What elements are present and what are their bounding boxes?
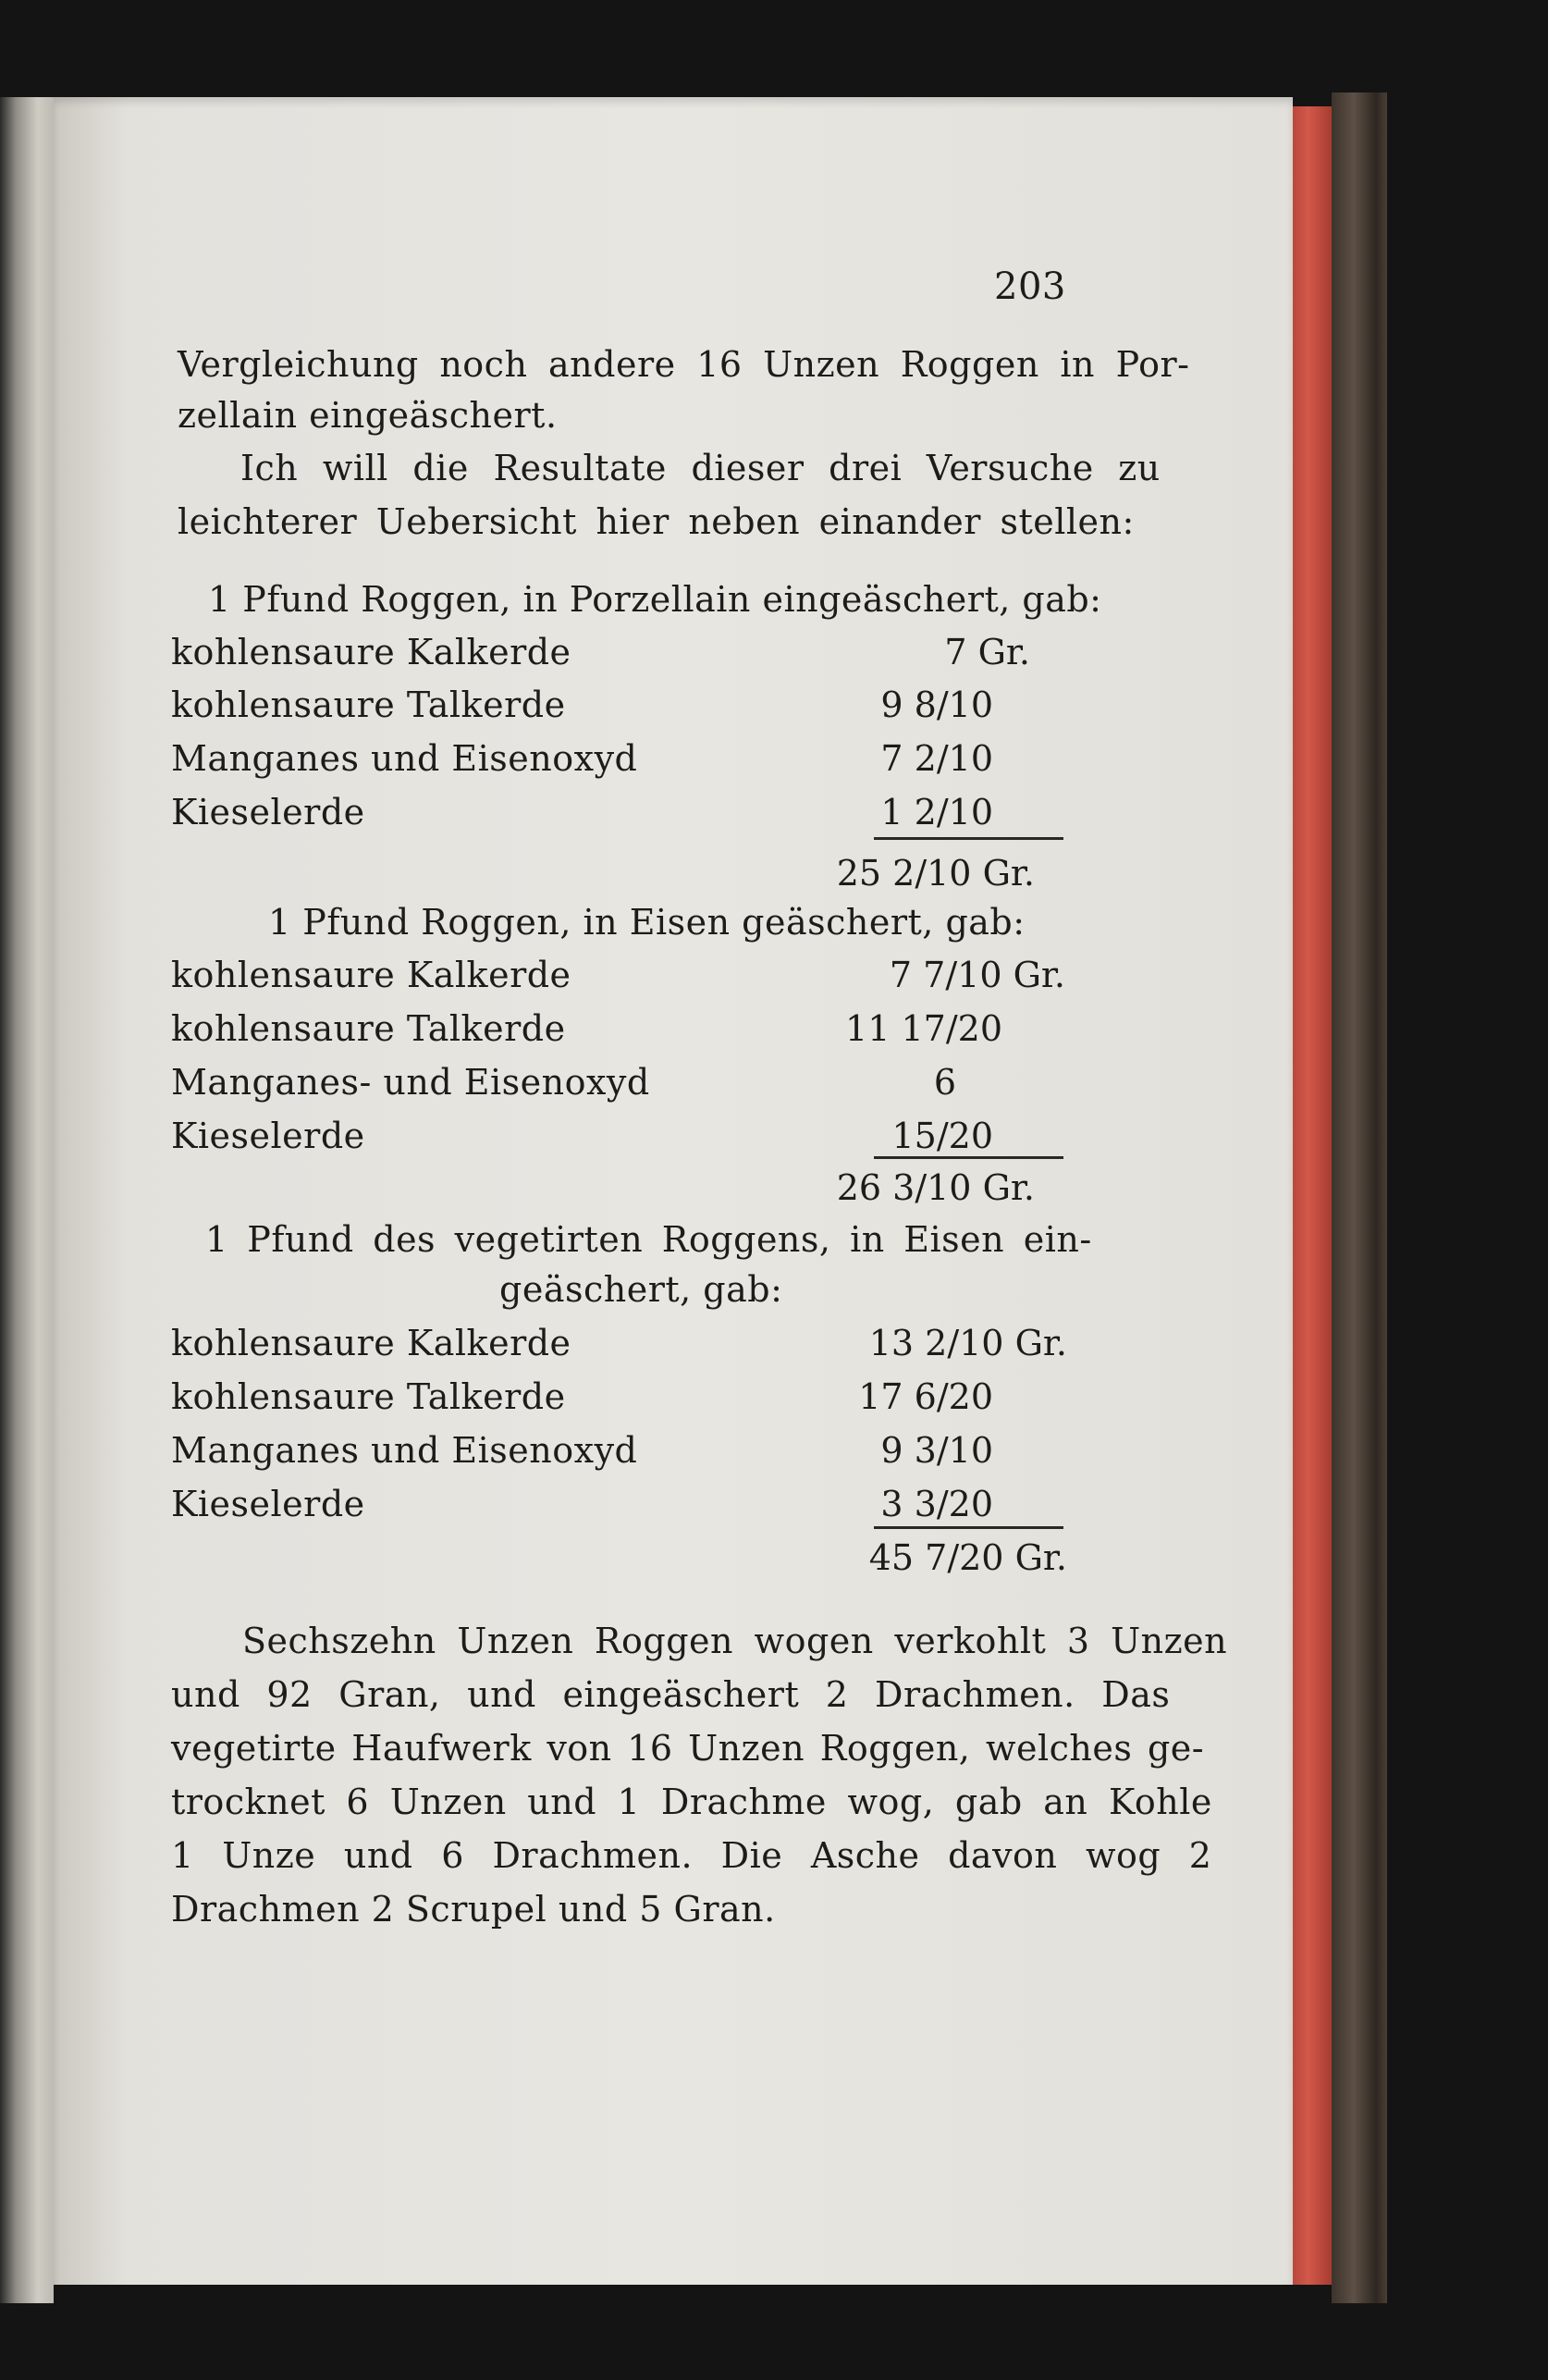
row-value: 11 17/20 [845,1008,1002,1049]
text-line: Drachmen 2 Scrupel und 5 Gran. [171,1889,776,1930]
row-label: Kieselerde [171,1116,365,1156]
table-total: 26 3/10 Gr. [836,1167,1035,1208]
row-value: 15/20 [891,1116,993,1156]
row-value: 7 Gr. [944,632,1030,672]
row-value: 3 3/20 [880,1484,993,1524]
row-label: Kieselerde [171,1484,365,1524]
row-value: 9 3/10 [880,1430,993,1471]
sum-rule [874,1156,1063,1159]
row-label: Manganes und Eisenoxyd [171,1430,638,1471]
page-number: 203 [994,265,1066,308]
text-line: vegetirte Haufwerk von 16 Unzen Roggen, welches ge- [171,1728,1205,1769]
row-value: 9 8/10 [880,684,993,725]
row-value: 7 2/10 [880,738,993,779]
row-value: 6 [933,1062,956,1103]
text-line: zellain eingeäschert. [178,395,558,436]
row-label: kohlensaure Kalkerde [171,632,571,672]
table-total: 25 2/10 Gr. [836,853,1035,894]
text-line: Sechszehn Unzen Roggen wogen verkohlt 3 Unzen [242,1621,1228,1661]
row-label: kohlensaure Talkerde [171,1376,566,1417]
row-value: 1 2/10 [880,792,993,832]
text-line: Vergleichung noch andere 16 Unzen Roggen in Por- [178,344,1190,385]
text-line: und 92 Gran, und eingeäschert 2 Drachmen. Das [171,1674,1171,1715]
row-label: Manganes und Eisenoxyd [171,738,638,779]
row-label: kohlensaure Talkerde [171,684,566,725]
text-line: trocknet 6 Unzen und 1 Drachme wog, gab an Kohle [171,1782,1212,1822]
row-value: 13 2/10 Gr. [868,1323,1067,1363]
table-heading: 1 Pfund Roggen, in Eisen geäschert, gab: [268,902,1026,943]
row-label: Manganes- und Eisenoxyd [171,1062,650,1103]
row-label: Kieselerde [171,792,365,832]
row-label: kohlensaure Talkerde [171,1008,566,1049]
text-line: 1 Unze und 6 Drachmen. Die Asche davon wog 2 [171,1835,1212,1876]
table-total: 45 7/20 Gr. [868,1537,1067,1578]
sum-rule [874,1526,1063,1529]
text-line: leichterer Uebersicht hier neben einander stellen: [178,501,1135,542]
sum-rule [874,837,1063,840]
row-value: 17 6/20 [858,1376,993,1417]
text-line: Ich will die Resultate dieser drei Versuche zu [240,448,1161,488]
row-label: kohlensaure Kalkerde [171,1323,571,1363]
table-heading: 1 Pfund Roggen, in Porzellain eingeäschert, gab: [208,579,1102,620]
table-heading: geäschert, gab: [499,1269,783,1310]
row-value: 7 7/10 Gr. [889,955,1065,995]
row-label: kohlensaure Kalkerde [171,955,571,995]
table-heading: 1 Pfund des vegetirten Roggens, in Eisen ein- [205,1219,1092,1260]
